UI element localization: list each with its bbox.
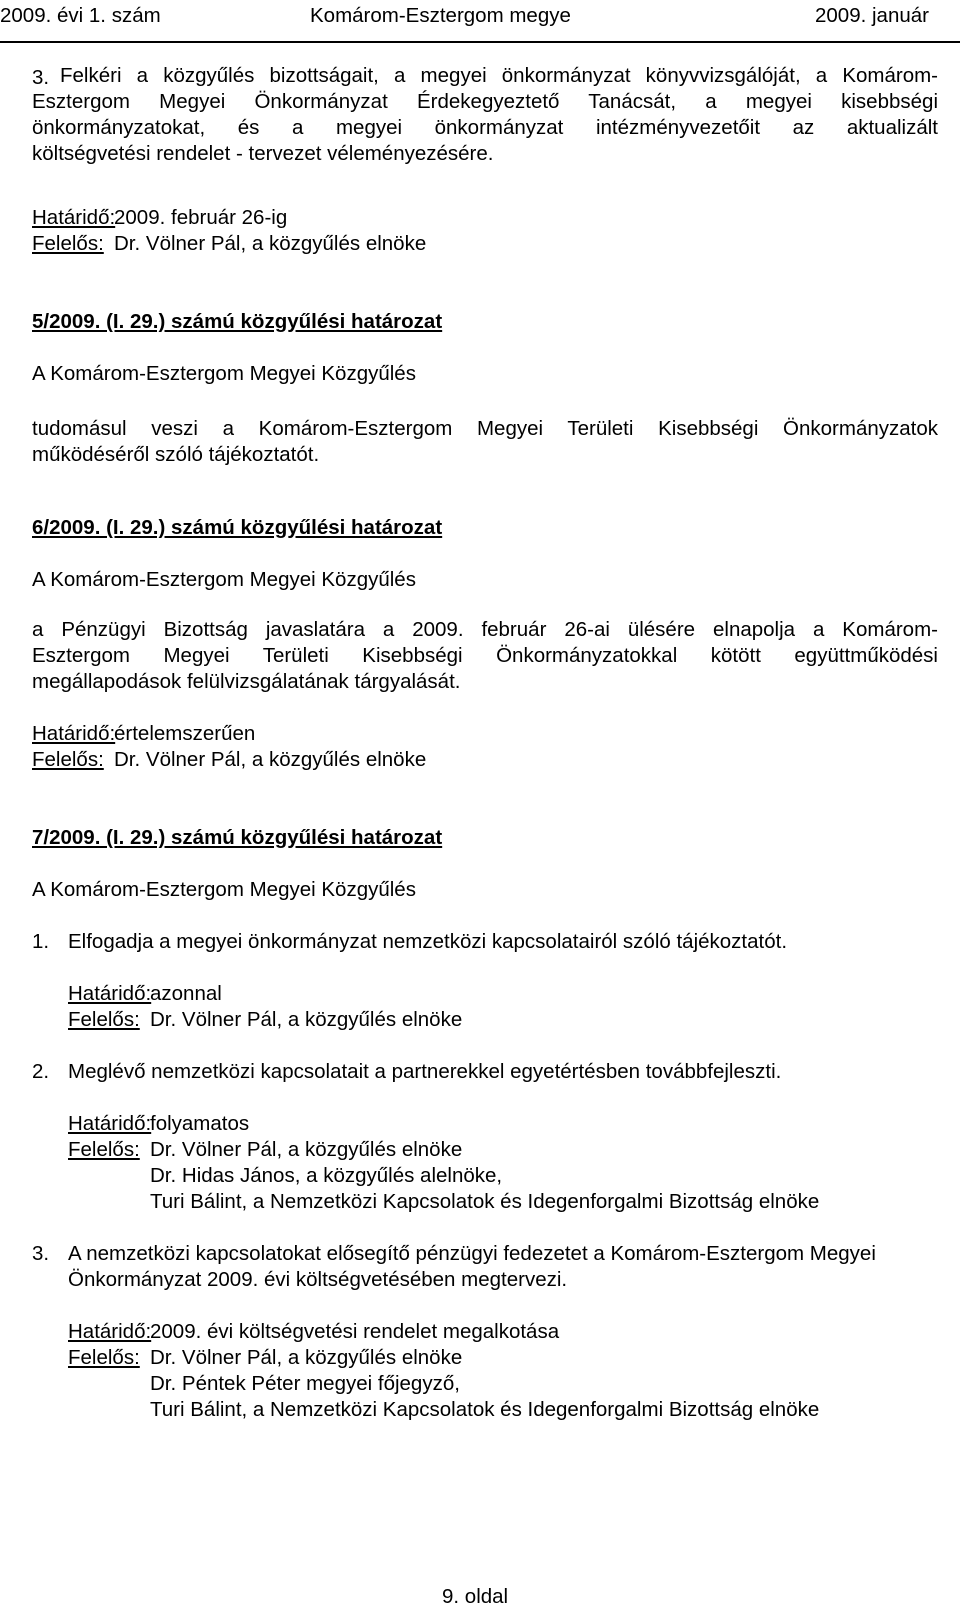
resolution7-item2-responsible-label: Felelős: — [68, 1138, 140, 1161]
header-county: Komárom-Esztergom megye — [310, 4, 571, 27]
resolution6-responsible-label: Felelős: — [32, 748, 104, 771]
resolution7-item3-deadline-label: Határidő: — [68, 1320, 152, 1343]
resolution7-item2-deadline-label: Határidő: — [68, 1112, 152, 1135]
resolution6-title: 6/2009. (I. 29.) számú közgyűlési határozat — [32, 516, 443, 539]
resolution5-text — [32, 416, 938, 468]
resolution7-item2-responsible-value-3: Turi Bálint, a Nemzetközi Kapcsolatok és Idegenforgalmi Bizottság elnöke — [150, 1190, 820, 1213]
item3-responsible-value: Dr. Völner Pál, a közgyűlés elnöke — [114, 232, 427, 255]
resolution7-item2-deadline-value: folyamatos — [150, 1112, 250, 1135]
resolution7-item1-responsible-label: Felelős: — [68, 1008, 140, 1031]
resolution7-item3-line-1: A nemzetközi kapcsolatokat elősegítő pénzügyi fedezetet a Komárom-Esztergom Megyei — [68, 1242, 876, 1265]
resolution7-item3-responsible-value-1: Dr. Völner Pál, a közgyűlés elnöke — [150, 1346, 463, 1369]
resolution6-text — [32, 617, 938, 695]
resolution7-item2-number: 2. — [32, 1060, 50, 1083]
resolution6-line-2: Esztergom Megyei Területi Kisebbségi Önkormányzatokkal kötött együttműködési — [32, 644, 938, 667]
resolution6-assembly: A Komárom-Esztergom Megyei Közgyűlés — [32, 568, 416, 591]
resolution7-item1-number: 1. — [32, 930, 50, 953]
item3-line-4: költségvetési rendelet - tervezet véleményezésére. — [32, 142, 494, 165]
resolution6-responsible-value: Dr. Völner Pál, a közgyűlés elnöke — [114, 748, 427, 771]
resolution5-assembly: A Komárom-Esztergom Megyei Közgyűlés — [32, 362, 416, 385]
resolution7-item3-number: 3. — [32, 1242, 50, 1265]
resolution5-line-2: működéséről szóló tájékoztatót. — [32, 443, 320, 466]
resolution7-item1-deadline-label: Határidő: — [68, 982, 152, 1005]
resolution7-item2-responsible-value-2: Dr. Hidas János, a közgyűlés alelnöke, — [150, 1164, 503, 1187]
resolution7-item3-responsible-value-2: Dr. Péntek Péter megyei főjegyző, — [150, 1372, 460, 1395]
resolution5-title: 5/2009. (I. 29.) számú közgyűlési határozat — [32, 310, 443, 333]
resolution7-item3-responsible-value-3: Turi Bálint, a Nemzetközi Kapcsolatok és Idegenforgalmi Bizottság elnöke — [150, 1398, 820, 1421]
resolution7-assembly: A Komárom-Esztergom Megyei Közgyűlés — [32, 878, 416, 901]
resolution6-deadline-label: Határidő: — [32, 722, 116, 745]
resolution7-item3-deadline-value: 2009. évi költségvetési rendelet megalkotása — [150, 1320, 560, 1343]
resolution6-line-3: megállapodások felülvizsgálatának tárgyalását. — [32, 670, 461, 693]
item3-line-3: önkormányzatokat, és a megyei önkormányzat intézményvezetőit az aktualizált — [32, 116, 938, 139]
resolution6-deadline-value: értelemszerűen — [114, 722, 256, 745]
header-divider — [0, 41, 960, 43]
item3-number: 3. — [32, 66, 50, 89]
resolution7-item1-line-1: Elfogadja a megyei önkormányzat nemzetközi kapcsolatairól szóló tájékoztatót. — [68, 930, 788, 953]
resolution7-item2-line-1: Meglévő nemzetközi kapcsolatait a partnerekkel egyetértésben továbbfejleszti. — [68, 1060, 782, 1083]
item3-deadline-value: 2009. február 26-ig — [114, 206, 288, 229]
page-number: 9. oldal — [442, 1585, 509, 1608]
item3-text — [60, 63, 938, 89]
resolution7-title: 7/2009. (I. 29.) számú közgyűlési határozat — [32, 826, 443, 849]
item3-line-1: Felkéri a közgyűlés bizottságait, a megyei önkormányzat könyvvizsgálóját, a Komárom- — [60, 64, 938, 87]
item3-deadline-label: Határidő: — [32, 206, 116, 229]
resolution7-item2-responsible-value-1: Dr. Völner Pál, a közgyűlés elnöke — [150, 1138, 463, 1161]
item3-line-2: Esztergom Megyei Önkormányzat Érdekegyeztető Tanácsát, a megyei kisebbségi — [32, 90, 938, 113]
resolution7-item3-responsible-label: Felelős: — [68, 1346, 140, 1369]
header-issue: 2009. évi 1. szám — [0, 4, 161, 27]
resolution7-item1-responsible-value: Dr. Völner Pál, a közgyűlés elnöke — [150, 1008, 463, 1031]
resolution5-line-1: tudomásul veszi a Komárom-Esztergom Megyei Területi Kisebbségi Önkormányzatok — [32, 417, 938, 440]
resolution7-item1-deadline-value: azonnal — [150, 982, 222, 1005]
resolution7-item3-line-2: Önkormányzat 2009. évi költségvetésében megtervezi. — [68, 1268, 568, 1291]
item3-responsible-label: Felelős: — [32, 232, 104, 255]
item3-text-cont — [32, 89, 938, 167]
header-date: 2009. január — [815, 4, 929, 27]
resolution6-line-1: a Pénzügyi Bizottság javaslatára a 2009. február 26-ai ülésére elnapolja a Komárom- — [32, 618, 938, 641]
